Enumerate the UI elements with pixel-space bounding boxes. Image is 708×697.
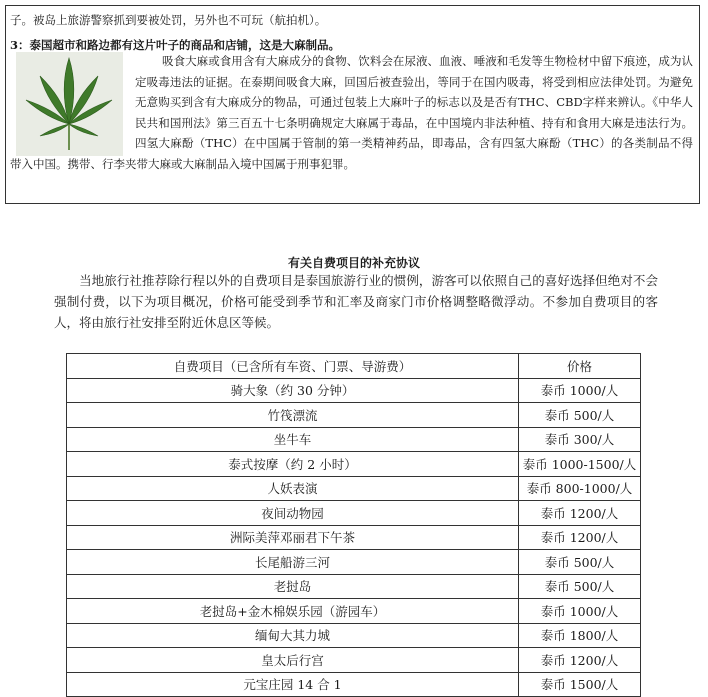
price-cell: 泰币 500/人	[519, 574, 641, 599]
table-row	[67, 501, 641, 526]
header-price: 价格	[519, 354, 641, 379]
price-cell: 泰币 500/人	[519, 403, 641, 428]
price-cell: 泰币 300/人	[519, 427, 641, 452]
table-row	[67, 623, 641, 648]
table-row	[67, 648, 641, 673]
table-header-row	[67, 354, 641, 379]
table-row	[67, 599, 641, 624]
table-row	[67, 574, 641, 599]
table-row	[67, 403, 641, 428]
cannabis-warning-text: 吸食大麻或食用含有大麻成分的食物、饮料会在尿液、血液、唾液和毛发等生物检材中留下痕迹，成为认定吸毒违法的证据。在泰期间吸食大麻，回国后被查验出，等同于在国内吸毒，将受到相应法律处罚。为避免无意购买到含有大麻成分的物品，可通过包装上大麻叶子的标志以及是否有THC、CBD字样来辨认。《中华人民共和国刑法》第三百五十七条明确规定大麻属于毒品，在中国境内非法种植、持有和食用大麻是违法行为。四氢大麻酚（THC）在中国属于管制的第一类精神药品，即毒品，含有四氢大麻酚（THC）的各类制品不得带入中国。携带、行李夹带大麻或大麻制品入境中国属于刑事犯罪。	[10, 54, 693, 171]
table-row	[67, 427, 641, 452]
cannabis-warning-paragraph	[10, 51, 693, 174]
table-row	[67, 525, 641, 550]
table-row	[67, 452, 641, 477]
item-cell: 洲际美萍邓丽君下午茶	[67, 525, 519, 550]
notice-line-continued: 子。被岛上旅游警察抓到要被处罚，另外也不可玩（航拍机）。	[10, 13, 327, 27]
agreement-intro	[54, 270, 658, 333]
price-cell: 泰币 500/人	[519, 550, 641, 575]
table-row	[67, 476, 641, 501]
table-row	[67, 550, 641, 575]
item-cell: 元宝庄园 14 合 1	[67, 672, 519, 697]
item-cell: 长尾船游三河	[67, 550, 519, 575]
table-row	[67, 378, 641, 403]
price-cell: 泰币 1200/人	[519, 525, 641, 550]
price-cell: 泰币 1500/人	[519, 672, 641, 697]
price-cell: 泰币 1200/人	[519, 501, 641, 526]
item-cell: 坐牛车	[67, 427, 519, 452]
item-cell: 老挝岛+金木棉娱乐园（游园车）	[67, 599, 519, 624]
item-cell: 夜间动物园	[67, 501, 519, 526]
header-item: 自费项目（已含所有车资、门票、导游费）	[67, 354, 519, 379]
price-cell: 泰币 800-1000/人	[519, 476, 641, 501]
item-cell: 人妖表演	[67, 476, 519, 501]
notice-box	[5, 5, 700, 204]
item-cell: 老挝岛	[67, 574, 519, 599]
table-row	[67, 672, 641, 697]
notice-heading-cannabis: 3：泰国超市和路边都有这片叶子的商品和店铺，这是大麻制品。	[10, 38, 340, 52]
agreement-title: 有关自费项目的补充协议	[287, 256, 420, 270]
item-cell: 缅甸大其力城	[67, 623, 519, 648]
price-cell: 泰币 1800/人	[519, 623, 641, 648]
price-cell: 泰币 1000/人	[519, 599, 641, 624]
item-cell: 竹筏漂流	[67, 403, 519, 428]
agreement-intro-text: 当地旅行社推荐除行程以外的自费项目是泰国旅游行业的惯例，游客可以依照自己的喜好选择但绝对不会强制付费，以下为项目概况，价格可能受到季节和汇率及商家门市价格调整略微浮动。不参加自费项目的客人，将由旅行社安排至附近休息区等候。	[54, 273, 658, 330]
item-cell: 皇太后行宫	[67, 648, 519, 673]
item-cell: 骑大象（约 30 分钟）	[67, 378, 519, 403]
price-cell: 泰币 1000-1500/人	[519, 452, 641, 477]
price-cell: 泰币 1200/人	[519, 648, 641, 673]
item-cell: 泰式按摩（约 2 小时）	[67, 452, 519, 477]
optional-items-table	[66, 353, 641, 697]
price-cell: 泰币 1000/人	[519, 378, 641, 403]
